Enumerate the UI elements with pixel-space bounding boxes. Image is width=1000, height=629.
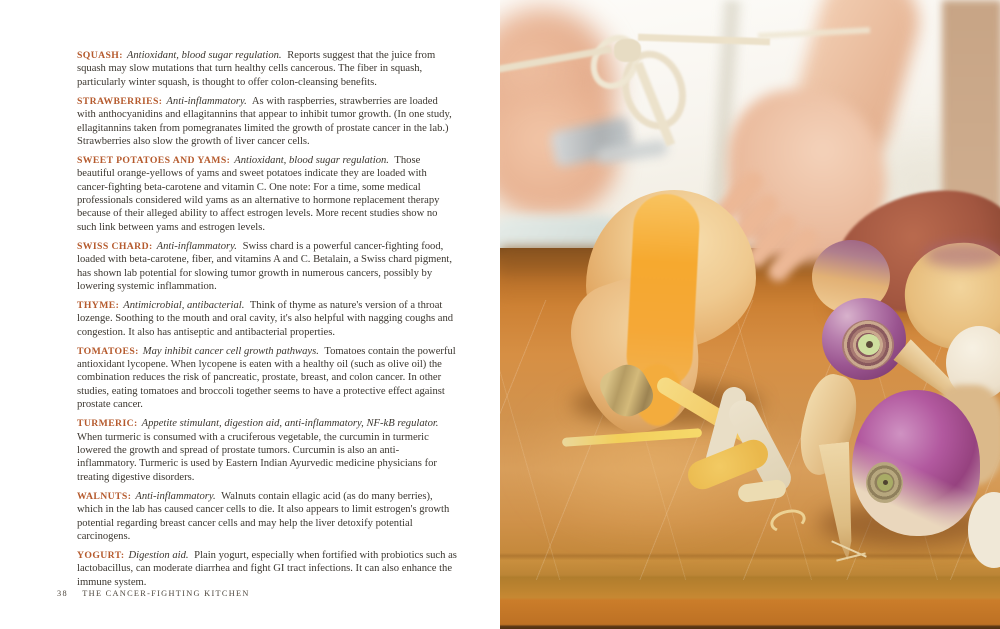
food-description: Swiss chard is a powerful cancer-fighting food, loaded with beta-carotene, fiber, and vitamins A and C. Betalain, a Swiss chard pigment, has shown lab potential for slowing tumor growth in numerous cancers, possibly by lowering systemic inflammation. xyxy=(77,240,452,292)
food-description: Reports suggest that the juice from squash may slow mutations that turn healthy cells cancerous. The fiber in squash, particularly winter squash, is thought to offer colon-cleansing benefits. xyxy=(77,50,436,88)
food-entry xyxy=(77,299,458,339)
food-term: SQUASH: xyxy=(77,50,123,61)
turnip-root-scar-core xyxy=(883,480,888,485)
apron-bow-knot xyxy=(614,39,641,62)
squash-peeled-flesh xyxy=(625,192,701,390)
food-entry xyxy=(77,417,458,484)
food-term: SWEET POTATOES AND YAMS: xyxy=(77,154,231,166)
food-benefit: Antimicrobial, antibacterial. xyxy=(123,299,245,311)
food-description: As with raspberries, strawberries are loaded with anthocyanidins and ellagitannins that appear to inhibit tumor growth. (In one study, ellagitannins taken from pomegranates limited the growth of prostate cancer in the lab.) Strawberries also slow the growth of liver cancer cells. xyxy=(77,95,452,147)
large-purple-turnip xyxy=(852,390,980,536)
food-term: WALNUTS: xyxy=(77,490,132,502)
food-description: Plain yogurt, especially when fortified with probiotics such as lactobacillus, can moderate diarrhea and fight GI tract infections. It can also enhance the immune system. xyxy=(77,549,457,588)
food-benefit: Anti-inflammatory. xyxy=(166,95,247,107)
food-term: THYME: xyxy=(77,299,120,311)
food-term: STRAWBERRIES: xyxy=(77,95,163,107)
food-term: TOMATOES: xyxy=(77,345,139,357)
food-term: SWISS CHARD: xyxy=(77,240,153,252)
food-benefit: Anti-inflammatory. xyxy=(156,240,237,252)
food-entry xyxy=(77,490,458,544)
food-entry xyxy=(77,95,458,149)
page-footer xyxy=(57,589,250,598)
food-entry xyxy=(77,345,458,412)
food-benefit: Antioxidant, blood sugar regulation. xyxy=(126,50,282,61)
food-benefit: Appetite stimulant, digestion aid, anti-inflammatory, NF-kB regulator. xyxy=(141,418,439,430)
food-term: YOGURT: xyxy=(77,549,125,561)
food-entry xyxy=(77,154,458,234)
food-benefit: May inhibit cancer cell growth pathways. xyxy=(142,345,319,357)
food-term: TURMERIC: xyxy=(77,418,138,430)
food-benefit: Digestion aid. xyxy=(128,549,189,561)
food-description: Walnuts contain ellagic acid (as do many berries), which in the lab has caused cancer cells to die. It also appears to limit estrogen's growth potential regarding breast cancer cells and may help the liver detoxify potential carcinogens. xyxy=(77,490,450,542)
food-benefit: Anti-inflammatory. xyxy=(135,490,216,502)
food-description: Think of thyme as nature's version of a throat lozenge. Soothing to the mouth and oral cavity, it's also helpful with nagging coughs and congestion. It also has antiseptic and antibacterial properties. xyxy=(77,299,454,338)
food-entry xyxy=(77,49,458,89)
food-entry xyxy=(77,240,458,294)
rutabaga-purple-tinge xyxy=(924,242,1000,268)
food-description: Tomatoes contain the powerful antioxidant lycopene. When lycopene is eaten with a healthy oil (such as olive oil) the combination reduces the risk of pancreatic, prostate, breast, and colon cancer. In other studies, eating tomatoes and broccoli together seems to have a protective effect against prostate cancer. xyxy=(77,345,456,411)
entries-list xyxy=(77,49,458,595)
food-description: Those beautiful orange-yellows of yams and sweet potatoes indicate they are loaded with cancer-fighting beta-carotene and vitamin C. One note: For a time, some medical professionals considered wild yams as an alternative to hormone replacement therapy because of their alleged ability to affect estrogen levels. More recent studies show no such link between yams and estrogen levels. xyxy=(77,154,440,233)
food-benefit: Antioxidant, blood sugar regulation. xyxy=(234,154,389,166)
page-number: 38 xyxy=(57,589,68,598)
food-entry xyxy=(77,549,458,589)
food-description: When turmeric is consumed with a cruciferous vegetable, the curcumin in turmeric lowered the growth and spread of prostate tumors. Curcumin is also an anti-inflammatory. Turmeric is used by Eastern Indian Ayurvedic medicine physicians for treating digestive disorders. xyxy=(77,431,437,483)
book-title: THE CANCER-FIGHTING KITCHEN xyxy=(82,589,250,598)
right-page-photo xyxy=(500,0,1000,629)
turnip-cut-core xyxy=(866,341,873,348)
